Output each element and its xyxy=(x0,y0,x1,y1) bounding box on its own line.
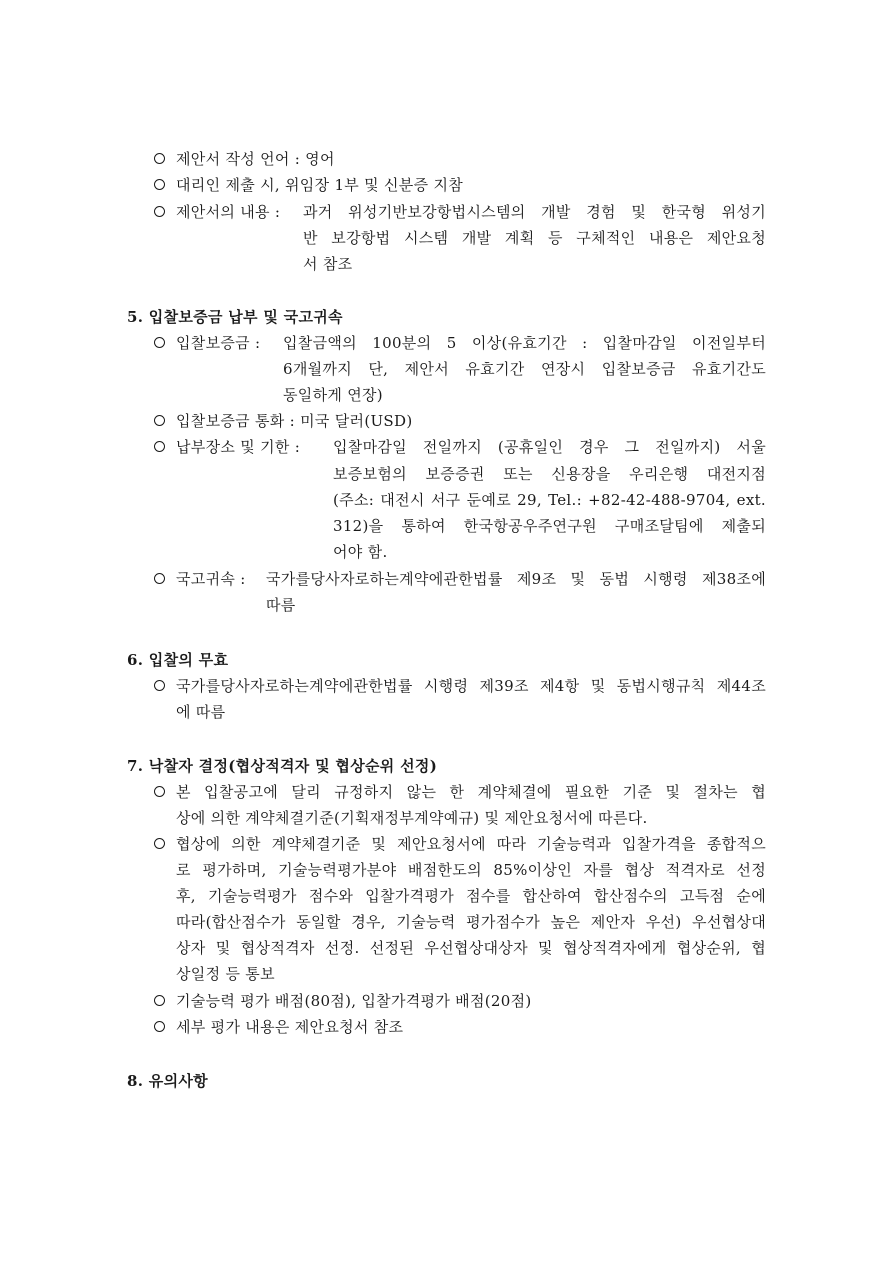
bullet-evaluation-details: 세부 평가 내용은 제안요청서 참조 xyxy=(0,1014,893,1040)
payment-place-line-5: 어야 함. xyxy=(333,543,388,561)
payment-place-line-3: (주소: 대전시 서구 둔예로 29, Tel.: +82-42-488-9704, ext. xyxy=(333,491,766,509)
circle-bullet-icon xyxy=(154,337,165,348)
bullet-score-allocation: 기술능력 평가 배점(80점), 입찰가격평가 배점(20점) xyxy=(0,988,893,1014)
payment-place-line-2: 보증보험의 보증증권 또는 신용장을 우리은행 대전지점 xyxy=(333,465,766,483)
circle-bullet-icon xyxy=(154,153,165,164)
bullet-proxy-submission: 대리인 제출 시, 위임장 1부 및 신분증 지참 xyxy=(0,172,893,198)
bullet-proposal-content: 제안서의 내용 : 과거 위성기반보강항법시스템의 개발 경험 및 한국형 위성기 xyxy=(0,199,893,225)
circle-bullet-icon xyxy=(154,786,165,797)
bid-bond-line-2: 6개월까지 단, 제안서 유효기간 연장시 입찰보증금 유효기간도 xyxy=(283,360,766,378)
circle-bullet-icon xyxy=(154,680,165,691)
bid-invalid-line-2: 에 따름 xyxy=(176,703,226,721)
section-7-heading: 7. 낙찰자 결정(협상적격자 및 협상순위 선정) xyxy=(127,757,438,775)
circle-bullet-icon xyxy=(154,179,165,190)
evaluation-method-line-2: 로 평가하며, 기술능력평가분야 배점한도의 85%이상인 자를 협상 적격자로 선정 xyxy=(176,861,766,879)
circle-bullet-icon xyxy=(154,995,165,1006)
evaluation-method-line-6: 상일정 등 통보 xyxy=(176,965,275,983)
bullet-national-treasury: 국고귀속 : 국가를당사자로하는계약에관한법률 제9조 및 동법 시행령 제38조에 xyxy=(0,566,893,592)
contract-basis-line-2: 상에 의한 계약체결기준(기획재정부계약예규) 및 제안요청서에 따른다. xyxy=(176,809,648,827)
circle-bullet-icon xyxy=(154,573,165,584)
evaluation-method-line-3: 후, 기술능력평가 점수와 입찰가격평가 점수를 합산하여 합산점수의 고득점 순에 xyxy=(176,887,766,905)
bid-bond-line-3: 동일하게 연장) xyxy=(283,386,383,404)
bullet-bid-invalid: 국가를당사자로하는계약에관한법률 시행령 제39조 제4항 및 동법시행규칙 제44조 xyxy=(0,673,893,699)
section-5-heading: 5. 입찰보증금 납부 및 국고귀속 xyxy=(127,308,343,326)
national-treasury-line-2: 따름 xyxy=(266,596,296,614)
bullet-evaluation-method: 협상에 의한 계약체결기준 및 제안요청서에 따라 기술능력과 입찰가격을 종합적으 xyxy=(0,831,893,857)
bullet-bid-bond: 입찰보증금 : 입찰금액의 100분의 5 이상(유효기간 : 입찰마감일 이전일부터 xyxy=(0,330,893,356)
proposal-content-line-3: 서 참조 xyxy=(303,255,353,273)
circle-bullet-icon xyxy=(154,838,165,849)
bullet-bid-bond-currency: 입찰보증금 통화 : 미국 달러(USD) xyxy=(0,408,893,434)
proposal-content-line-2: 반 보강항법 시스템 개발 계획 등 구체적인 내용은 제안요청 xyxy=(303,229,766,247)
circle-bullet-icon xyxy=(154,1021,165,1032)
bullet-proposal-language: 제안서 작성 언어 : 영어 xyxy=(0,146,893,172)
bullet-payment-place: 납부장소 및 기한 : 입찰마감일 전일까지 (공휴일인 경우 그 전일까지) 서울 xyxy=(0,434,893,460)
circle-bullet-icon xyxy=(154,206,165,217)
bullet-contract-basis: 본 입찰공고에 달리 규정하지 않는 한 계약체결에 필요한 기준 및 절차는 협 xyxy=(0,779,893,805)
circle-bullet-icon xyxy=(154,441,165,452)
circle-bullet-icon xyxy=(154,415,165,426)
evaluation-method-line-5: 상자 및 협상적격자 선정. 선정된 우선협상대상자 및 협상적격자에게 협상순위, 협 xyxy=(176,939,766,957)
section-6-heading: 6. 입찰의 무효 xyxy=(127,651,229,669)
section-8-heading: 8. 유의사항 xyxy=(127,1072,208,1090)
evaluation-method-line-4: 따라(합산점수가 동일할 경우, 기술능력 평가점수가 높은 제안자 우선) 우선협상대 xyxy=(176,913,766,931)
payment-place-line-4: 312)을 통하여 한국항공우주연구원 구매조달팀에 제출되 xyxy=(333,517,766,535)
